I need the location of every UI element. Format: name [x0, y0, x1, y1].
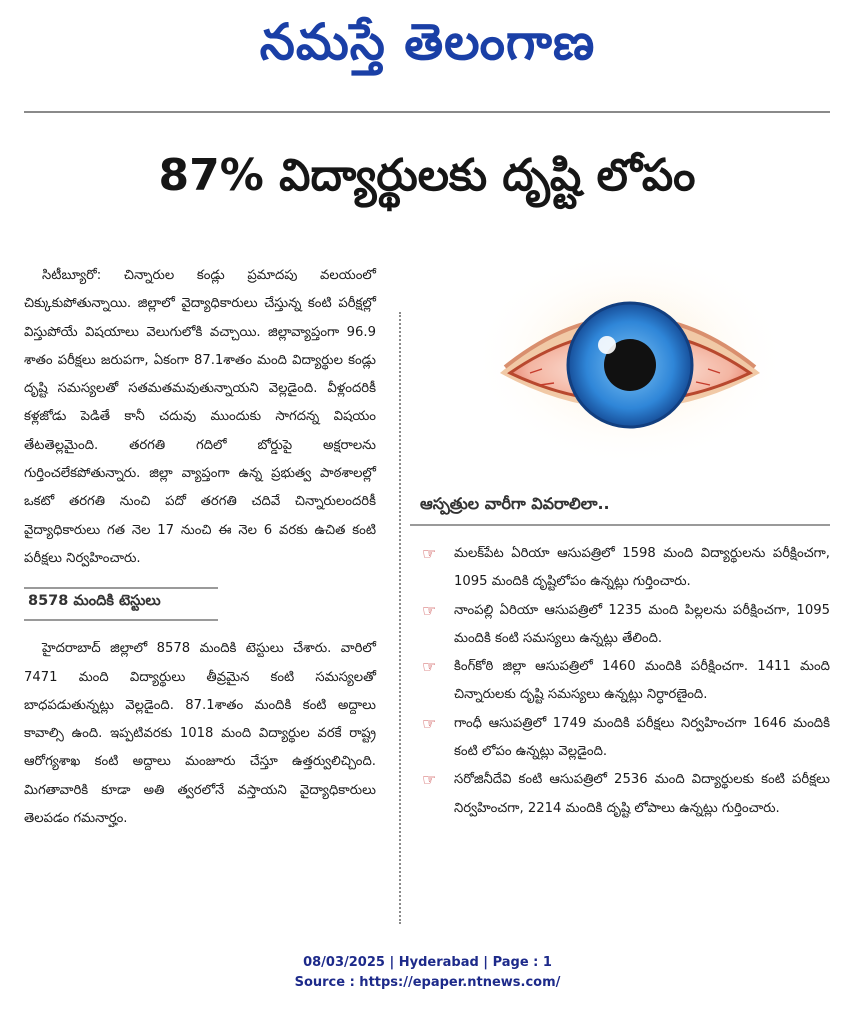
footer [0, 953, 855, 993]
header-rule [24, 111, 830, 113]
hospital-list [422, 540, 830, 823]
article-paragraph-2: హైదరాబాద్ జిల్లాలో 8578 మందికి టెస్టులు చేశారు. వారిలో 7471 మంది విద్యార్థులు తీవ్రమైన కంటి సమస్యలతో బాధపడుతున్నట్లు వెల్లడైంది. 87.1శాతం మందికి కంటి అద్దాలు కావాల్సి ఉంది. ఇప్పటివరకు 1018 మంది విద్యార్థుల వరకే రాష్ట్ర ఆరోగ్యశాఖ కంటి అద్దాలు మంజూరు చేస్తూ ఉత్తర్వులిచ్చింది. మిగతావారికి కూడా అతి త్వరలోనే వస్తాయని వైద్యాధికారులు తెలపడం గమనార్హం. [24, 641, 376, 827]
article-paragraph-1: సిటీబ్యూరో: చిన్నారుల కండ్లు ప్రమాదపు వలయంలో చిక్కుకుపోతున్నాయి. జిల్లాలో వైద్యాధికారులు చేస్తున్న కంటి పరీక్షల్లో విస్తుపోయే విషయాలు వెలుగులోకి వచ్చాయి. జిల్లావ్యాప్తంగా 96.9 శాతం పరీక్షలు జరుపగా, ఏకంగా 87.1శాతం మంది విద్యార్థుల కండ్లు దృష్టి సమస్యలతో సతమతమవుతున్నాయని వెల్లడైంది. వీళ్లందరికీ కళ్లజోడు పెడితే కానీ చదువు ముందుకు సాగదన్న విషయం తేటతెల్లమైంది. తరగతి గదిలో బోర్డుపై అక్షరాలను గుర్తించలేకపోతున్నారు. జిల్లా వ్యాప్తంగా ఉన్న ప్రభుత్వ పాఠశాలల్లో ఒకటో తరగతి నుంచి పదో తరగతి చదివే చిన్నారులందరికీ వైద్యాధికారులు గత నెల 17 నుంచి ఈ నెల 6 వరకు ఉచిత కంటి పరీక్షలు నిర్వహించారు. [24, 268, 376, 566]
pointing-hand-icon: ☞ [422, 657, 437, 677]
pointing-hand-icon: ☞ [422, 770, 437, 790]
list-item-text: నాంపల్లి ఏరియా ఆసుపత్రిలో 1235 మంది పిల్లలను పరీక్షించగా, 1095 మందికి కంటి సమస్యలు ఉన్నట్లు తేలింది. [454, 602, 830, 646]
left-column [24, 262, 376, 833]
headline: 87% విద్యార్థులకు దృష్టి లోపం [158, 150, 696, 201]
list-item [422, 653, 830, 710]
pointing-hand-icon: ☞ [422, 600, 437, 620]
masthead-logo: నమస్తే తెలంగాణ [259, 12, 596, 71]
pointing-hand-icon: ☞ [422, 544, 437, 563]
list-item [422, 540, 830, 597]
pointing-hand-icon: ☞ [422, 713, 437, 733]
footer-date-line: 08/03/2025 | Hyderabad | Page : 1 [303, 955, 552, 970]
footer-source-link[interactable]: Source : https://epaper.ntnews.com/ [294, 975, 561, 990]
list-item [422, 597, 830, 654]
list-item-text: కింగ్‌కోఠి జిల్లా ఆసుపత్రిలో 1460 మందికి పరీక్షించగా. 1411 మంది చిన్నారులకు దృష్టి సమస్యలు ఉన్నట్లు నిర్ధారణైంది. [454, 659, 830, 703]
list-item [422, 710, 830, 767]
list-item-text: గాంధీ ఆసుపత్రిలో 1749 మందికి పరీక్షలు నిర్వహించగా 1646 మందికి కంటి లోపం ఉన్నట్లు వెల్లడైంది. [454, 715, 830, 760]
right-subhead: ఆస్పత్రుల వారీగా వివరాలిలా.. [420, 494, 610, 513]
left-subhead: 8578 మందికి టెస్టులు [24, 587, 218, 621]
list-item [422, 766, 830, 823]
list-item-text: మలక్‌పేట ఏరియా ఆసుపత్రిలో 1598 మంది విద్యార్థులను పరీక్షించగా, 1095 మందికి దృష్టిలోపం ఉన్నట్లు గుర్తించారు. [454, 546, 830, 590]
column-divider [399, 312, 401, 924]
list-item-text: సరోజినీదేవి కంటి ఆసుపత్రిలో 2536 మంది విద్యార్థులకు కంటి పరీక్షలు నిర్వహించగా, 2214 మందికి దృష్టి లోపాలు ఉన్నట్లు గుర్తించారు. [454, 772, 830, 816]
right-subhead-rule [410, 524, 830, 526]
eye-icon [470, 245, 790, 470]
eye-illustration [470, 245, 790, 470]
